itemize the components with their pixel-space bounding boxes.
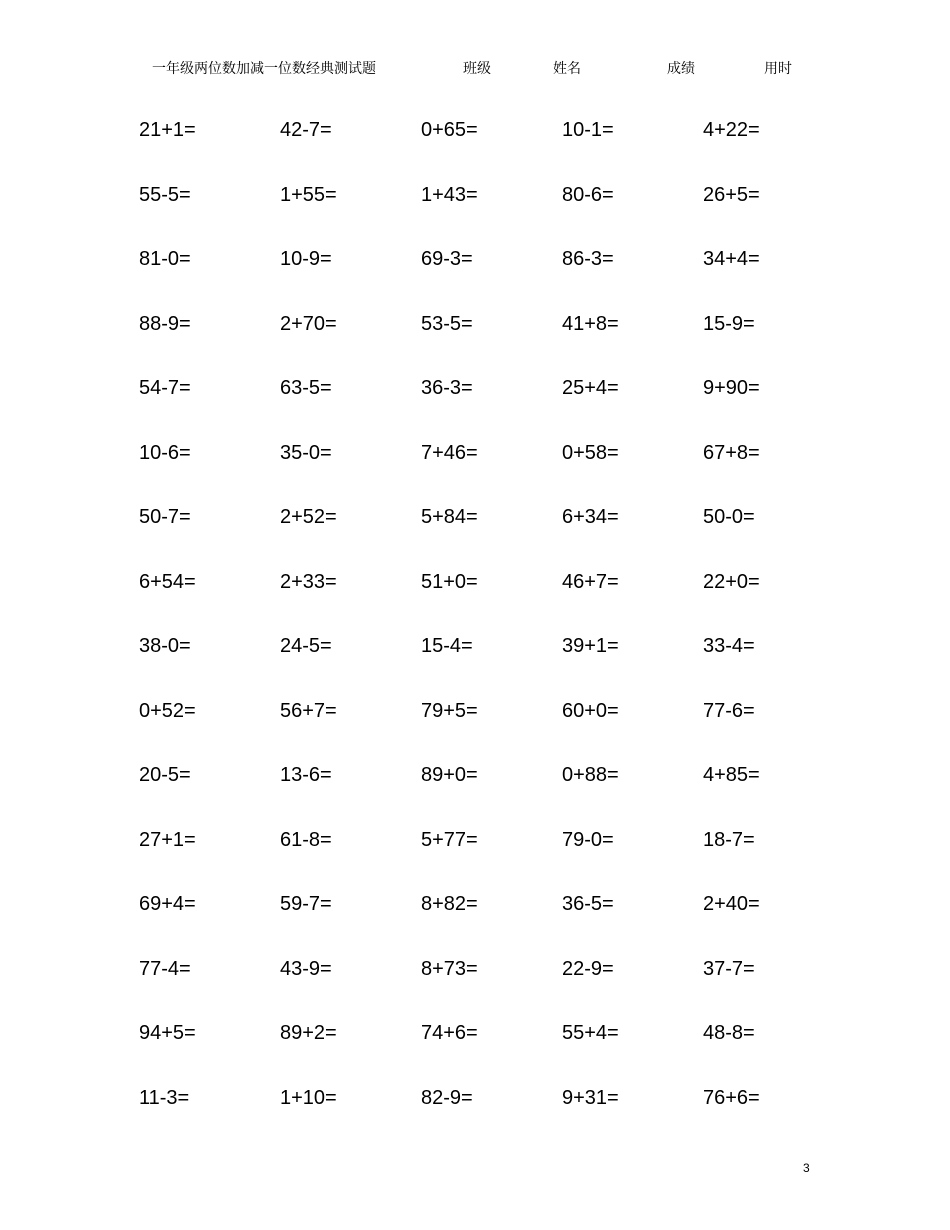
problem-item: 6+54= bbox=[139, 570, 196, 593]
problem-item: 24-5= bbox=[280, 635, 332, 657]
problem-row bbox=[139, 439, 859, 504]
problem-row bbox=[139, 890, 859, 955]
problem-item: 1+10= bbox=[280, 1086, 337, 1109]
problem-item: 27+1= bbox=[139, 828, 196, 851]
problem-item: 2+40= bbox=[703, 893, 760, 915]
problem-item: 69+4= bbox=[139, 893, 196, 915]
problem-item: 89+0= bbox=[421, 764, 478, 786]
problem-row bbox=[139, 955, 859, 1020]
page-number: 3 bbox=[803, 1161, 810, 1175]
problem-item: 10-9= bbox=[280, 248, 332, 270]
problem-item: 61-8= bbox=[280, 828, 332, 851]
problem-item: 55+4= bbox=[562, 1022, 619, 1044]
problem-grid bbox=[139, 116, 859, 1148]
problem-row bbox=[139, 568, 859, 633]
problem-item: 25+4= bbox=[562, 377, 619, 399]
problem-item: 9+31= bbox=[562, 1086, 619, 1109]
problem-item: 5+84= bbox=[421, 506, 478, 528]
problem-item: 80-6= bbox=[562, 183, 614, 206]
problem-item: 10-1= bbox=[562, 119, 614, 141]
problem-item: 63-5= bbox=[280, 377, 332, 399]
problem-item: 26+5= bbox=[703, 183, 760, 206]
problem-item: 11-3= bbox=[139, 1086, 190, 1109]
problem-item: 22+0= bbox=[703, 570, 760, 593]
problem-item: 33-4= bbox=[703, 635, 755, 657]
problem-item: 67+8= bbox=[703, 441, 760, 464]
problem-row bbox=[139, 116, 859, 181]
problem-item: 6+34= bbox=[562, 506, 619, 528]
problem-item: 2+70= bbox=[280, 312, 337, 335]
problem-item: 89+2= bbox=[280, 1022, 337, 1044]
problem-row bbox=[139, 374, 859, 439]
problem-item: 10-6= bbox=[139, 441, 191, 464]
problem-item: 38-0= bbox=[139, 635, 191, 657]
problem-item: 86-3= bbox=[562, 248, 614, 270]
problem-item: 37-7= bbox=[703, 957, 755, 980]
problem-item: 77-4= bbox=[139, 957, 191, 980]
problem-item: 36-5= bbox=[562, 893, 614, 915]
problem-item: 8+82= bbox=[421, 893, 478, 915]
worksheet-header bbox=[0, 58, 950, 80]
problem-item: 82-9= bbox=[421, 1086, 473, 1109]
problem-item: 0+88= bbox=[562, 764, 619, 786]
problem-row bbox=[139, 761, 859, 826]
problem-row bbox=[139, 503, 859, 568]
problem-item: 8+73= bbox=[421, 957, 478, 980]
problem-item: 5+77= bbox=[421, 828, 478, 851]
problem-item: 51+0= bbox=[421, 570, 478, 593]
problem-item: 7+46= bbox=[421, 441, 478, 464]
problem-item: 43-9= bbox=[280, 957, 332, 980]
problem-item: 69-3= bbox=[421, 248, 473, 270]
problem-item: 50-0= bbox=[703, 506, 755, 528]
problem-item: 22-9= bbox=[562, 957, 614, 980]
problem-item: 0+52= bbox=[139, 699, 196, 722]
problem-row bbox=[139, 310, 859, 375]
problem-item: 1+43= bbox=[421, 183, 478, 206]
problem-item: 46+7= bbox=[562, 570, 619, 593]
problem-item: 15-4= bbox=[421, 635, 473, 657]
problem-item: 15-9= bbox=[703, 312, 755, 335]
time-field-label: 用时 bbox=[764, 61, 792, 77]
problem-item: 48-8= bbox=[703, 1022, 755, 1044]
problem-item: 2+52= bbox=[280, 506, 337, 528]
problem-row bbox=[139, 697, 859, 762]
problem-item: 4+85= bbox=[703, 764, 760, 786]
problem-item: 0+58= bbox=[562, 441, 619, 464]
problem-row bbox=[139, 1084, 859, 1149]
problem-item: 74+6= bbox=[421, 1022, 478, 1044]
problem-item: 4+22= bbox=[703, 119, 760, 141]
problem-item: 0+65= bbox=[421, 119, 478, 141]
class-field-label: 班级 bbox=[463, 61, 491, 77]
problem-item: 94+5= bbox=[139, 1022, 196, 1044]
worksheet-title: 一年级两位数加减一位数经典测试题 bbox=[152, 61, 376, 77]
problem-item: 18-7= bbox=[703, 828, 755, 851]
problem-item: 77-6= bbox=[703, 699, 755, 722]
problem-item: 76+6= bbox=[703, 1086, 760, 1109]
problem-item: 54-7= bbox=[139, 377, 191, 399]
problem-item: 79+5= bbox=[421, 699, 478, 722]
score-field-label: 成绩 bbox=[667, 61, 695, 77]
problem-item: 34+4= bbox=[703, 248, 760, 270]
problem-item: 53-5= bbox=[421, 312, 473, 335]
problem-item: 79-0= bbox=[562, 828, 614, 851]
name-field-label: 姓名 bbox=[553, 61, 581, 77]
problem-row bbox=[139, 632, 859, 697]
problem-item: 50-7= bbox=[139, 506, 191, 528]
problem-item: 39+1= bbox=[562, 635, 619, 657]
problem-item: 81-0= bbox=[139, 248, 191, 270]
problem-item: 2+33= bbox=[280, 570, 337, 593]
problem-item: 42-7= bbox=[280, 119, 332, 141]
problem-item: 35-0= bbox=[280, 441, 332, 464]
problem-item: 9+90= bbox=[703, 377, 760, 399]
problem-row bbox=[139, 181, 859, 246]
problem-item: 60+0= bbox=[562, 699, 619, 722]
problem-item: 36-3= bbox=[421, 377, 473, 399]
problem-item: 20-5= bbox=[139, 764, 191, 786]
problem-row bbox=[139, 1019, 859, 1084]
problem-item: 59-7= bbox=[280, 893, 332, 915]
problem-item: 88-9= bbox=[139, 312, 191, 335]
problem-row bbox=[139, 826, 859, 891]
problem-item: 56+7= bbox=[280, 699, 337, 722]
problem-item: 41+8= bbox=[562, 312, 619, 335]
problem-item: 21+1= bbox=[139, 119, 196, 141]
problem-item: 13-6= bbox=[280, 764, 332, 786]
problem-item: 1+55= bbox=[280, 183, 337, 206]
problem-row bbox=[139, 245, 859, 310]
problem-item: 55-5= bbox=[139, 183, 191, 206]
